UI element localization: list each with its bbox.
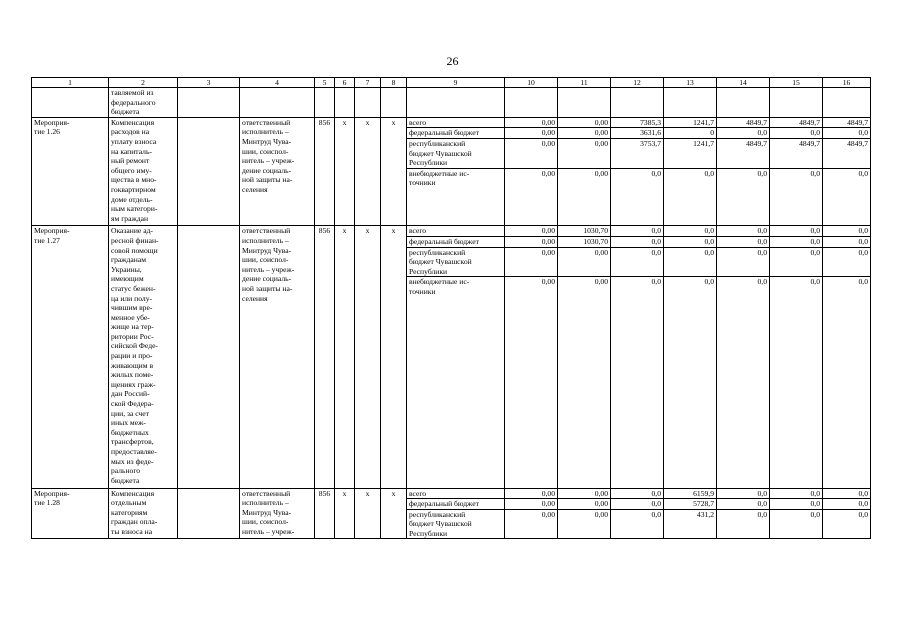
empty-cell <box>178 226 240 488</box>
amount-cell: 0,0 <box>823 226 871 237</box>
amount-cell: 0,0 <box>664 168 717 226</box>
empty-cell <box>335 168 355 226</box>
header-cell: 8 <box>381 78 407 88</box>
cell-line: бюджет Чувашской <box>409 148 472 158</box>
executor-cell <box>240 226 315 488</box>
amount-cell: 0,0 <box>823 499 871 510</box>
amount-cell: 3753,7 <box>611 138 664 168</box>
header-cell: 11 <box>558 78 611 88</box>
cell-line: Республики <box>409 158 448 168</box>
cell-line: всего <box>409 488 427 498</box>
cell-line: точники <box>409 286 436 296</box>
cell-line: Мероприя- <box>34 488 70 498</box>
funding-source <box>407 226 505 237</box>
empty-cell <box>335 247 355 277</box>
amount-cell: 0,00 <box>558 499 611 510</box>
amount-cell: 0,0 <box>770 277 823 488</box>
cell-line: исполнитель – <box>242 235 289 245</box>
program-table <box>31 77 871 539</box>
header-cell: 9 <box>407 78 505 88</box>
amount-cell: 0,0 <box>823 247 871 277</box>
amount-cell: 0,0 <box>611 509 664 539</box>
cell-line: трансфертов, <box>111 437 154 447</box>
continuation-description <box>109 88 178 118</box>
cell-line: федеральный бюджет <box>409 236 479 246</box>
amount-cell: 0,00 <box>505 499 558 510</box>
empty-cell <box>335 138 355 168</box>
empty-cell <box>355 499 381 510</box>
amount-cell: 0,00 <box>505 168 558 226</box>
amount-cell: 0,0 <box>770 226 823 237</box>
amount-cell: 0,00 <box>505 488 558 499</box>
cell-line: Минтруд Чува- <box>242 136 292 146</box>
empty-cell <box>335 509 355 539</box>
cell-line: республиканский <box>409 138 466 148</box>
cell-line: исполнитель – <box>242 498 289 508</box>
funding-source <box>407 168 505 226</box>
amount-cell: 1030,70 <box>558 236 611 247</box>
amount-cell: 0,0 <box>717 168 770 226</box>
amount-cell: 0,0 <box>664 226 717 237</box>
cell-line: бюджета <box>111 475 140 485</box>
section-cell: x <box>355 226 381 237</box>
cell-line: нитель – учреж- <box>242 526 295 536</box>
funding-source <box>407 117 505 128</box>
amount-cell: 0,00 <box>558 277 611 488</box>
amount-cell: 0,0 <box>664 236 717 247</box>
empty-cell <box>355 128 381 139</box>
amount-cell: 0,00 <box>558 247 611 277</box>
cell-line: ным категори- <box>111 204 158 214</box>
amount-cell: 0,0 <box>823 236 871 247</box>
header-cell: 4 <box>240 78 315 88</box>
amount-cell: 0,0 <box>611 488 664 499</box>
empty-cell <box>355 88 381 118</box>
amount-cell: 4849,7 <box>717 138 770 168</box>
section-cell: x <box>355 117 381 128</box>
code-cell: 856 <box>315 117 335 128</box>
amount-cell: 0,00 <box>505 138 558 168</box>
continuation-row <box>32 88 871 118</box>
empty-cell <box>315 247 335 277</box>
cell-line: имеющим <box>111 274 144 284</box>
cell-line: селения <box>242 184 268 194</box>
cell-line: селения <box>242 293 268 303</box>
cell-line: Мероприя- <box>34 117 70 127</box>
empty-cell <box>32 88 109 118</box>
cell-line: Компенсация <box>111 117 155 127</box>
amount-cell: 0,0 <box>611 226 664 237</box>
cell-line: шии, соиспол- <box>242 146 289 156</box>
header-cell: 10 <box>505 78 558 88</box>
header-cell: 5 <box>315 78 335 88</box>
amount-cell: 0,00 <box>558 509 611 539</box>
cell-line: Компенсация <box>111 488 155 498</box>
empty-cell <box>315 509 335 539</box>
funding-source <box>407 277 505 488</box>
header-cell: 14 <box>717 78 770 88</box>
cell-line: бюджета <box>111 107 140 117</box>
funding-source <box>407 138 505 168</box>
cell-line: предоставляе- <box>111 447 157 456</box>
empty-cell <box>178 117 240 226</box>
cell-line: нитель – учреж- <box>242 156 295 166</box>
cell-line: внебюджетные ис- <box>409 168 470 178</box>
empty-cell <box>335 236 355 247</box>
funding-source <box>407 128 505 139</box>
empty-cell <box>335 128 355 139</box>
cell-line: дение социаль- <box>242 165 292 175</box>
cell-line: ной защиты на- <box>242 175 293 185</box>
section-cell: x <box>335 117 355 128</box>
amount-cell: 0,0 <box>770 247 823 277</box>
amount-cell: 0,0 <box>770 509 823 539</box>
measure-description <box>109 488 178 539</box>
cell-line: ритории Рос- <box>111 331 154 341</box>
cell-line: шии, соиспол- <box>242 517 289 527</box>
amount-cell: 1241,7 <box>664 117 717 128</box>
cell-line: шии, соиспол- <box>242 255 289 265</box>
cell-line: всего <box>409 117 427 127</box>
amount-cell: 0,0 <box>823 128 871 139</box>
cell-line: всего <box>409 226 427 236</box>
cell-line: рального <box>111 466 141 476</box>
empty-cell <box>355 138 381 168</box>
cell-line: бюджетных <box>111 427 149 437</box>
cell-line: щества в мно- <box>111 175 157 185</box>
empty-cell <box>355 247 381 277</box>
empty-cell <box>611 88 664 118</box>
amount-cell: 0,00 <box>505 247 558 277</box>
cell-line: расходов на <box>111 127 150 137</box>
cell-line: бюджет Чувашской <box>409 519 472 529</box>
amount-cell: 0,0 <box>770 236 823 247</box>
empty-cell <box>355 509 381 539</box>
funding-source <box>407 509 505 539</box>
empty-cell <box>315 168 335 226</box>
measure-description <box>109 226 178 488</box>
cell-line: тие 1.28 <box>34 498 60 508</box>
cell-line: Республики <box>409 266 448 276</box>
empty-cell <box>240 88 315 118</box>
amount-cell: 0,0 <box>770 168 823 226</box>
header-cell: 2 <box>109 78 178 88</box>
empty-cell <box>381 236 407 247</box>
amount-cell: 0,0 <box>717 499 770 510</box>
empty-cell <box>770 88 823 118</box>
amount-cell: 0,00 <box>558 138 611 168</box>
amount-cell: 0,0 <box>717 236 770 247</box>
section-cell: x <box>335 488 355 499</box>
cell-line: отдельным <box>111 498 147 508</box>
cell-line: Мероприя- <box>34 226 70 236</box>
cell-line: мых из феде- <box>111 456 154 466</box>
cell-line: ресной финан- <box>111 235 159 245</box>
header-cell: 1 <box>32 78 109 88</box>
executor-cell <box>240 488 315 539</box>
cell-line: Минтруд Чува- <box>242 245 292 255</box>
empty-cell <box>315 277 335 488</box>
cell-line: ции, за счет <box>111 408 149 418</box>
cell-line: иных меж- <box>111 418 146 428</box>
cell-line: ца или полу- <box>111 293 153 303</box>
amount-cell: 0,00 <box>558 117 611 128</box>
measure-row <box>32 488 871 499</box>
cell-line: общего иму- <box>111 165 152 175</box>
amount-cell: 0,0 <box>717 128 770 139</box>
amount-cell: 0,0 <box>717 247 770 277</box>
amount-cell: 0,0 <box>823 488 871 499</box>
section-cell: x <box>335 226 355 237</box>
measure-title <box>32 117 109 226</box>
cell-line: гоквартирном <box>111 184 156 194</box>
amount-cell: 0,00 <box>505 117 558 128</box>
amount-cell: 5728,7 <box>664 499 717 510</box>
cell-line: ответственный <box>242 117 291 127</box>
amount-cell: 0,0 <box>664 277 717 488</box>
empty-cell <box>558 88 611 118</box>
cell-line: тие 1.26 <box>34 127 60 137</box>
cell-line: уплату взноса <box>111 136 157 146</box>
empty-cell <box>178 488 240 539</box>
amount-cell: 0,0 <box>717 509 770 539</box>
amount-cell: 431,2 <box>664 509 717 539</box>
cell-line: тавляемой из <box>111 88 154 97</box>
amount-cell: 0,0 <box>611 277 664 488</box>
cell-line: дение социаль- <box>242 274 292 284</box>
amount-cell: 0,00 <box>505 509 558 539</box>
cell-line: дан Россий- <box>111 389 150 399</box>
header-cell: 6 <box>335 78 355 88</box>
amount-cell: 0,0 <box>717 277 770 488</box>
amount-cell: 1030,70 <box>558 226 611 237</box>
amount-cell: 4849,7 <box>823 117 871 128</box>
amount-cell: 7385,3 <box>611 117 664 128</box>
amount-cell: 0,00 <box>558 488 611 499</box>
amount-cell: 0,0 <box>611 236 664 247</box>
measure-row <box>32 226 871 237</box>
header-cell: 12 <box>611 78 664 88</box>
code-cell: 856 <box>315 488 335 499</box>
empty-cell <box>381 277 407 488</box>
amount-cell: 4849,7 <box>717 117 770 128</box>
cell-line: внебюджетные ис- <box>409 277 470 287</box>
empty-cell <box>381 499 407 510</box>
empty-cell <box>315 236 335 247</box>
empty-cell <box>315 88 335 118</box>
cell-line: жище на тер- <box>111 322 154 332</box>
cell-line: точники <box>409 178 436 188</box>
amount-cell: 0,00 <box>505 236 558 247</box>
cell-line: сийской Феде- <box>111 341 158 351</box>
amount-cell: 3631,6 <box>611 128 664 139</box>
amount-cell: 0,00 <box>505 128 558 139</box>
cell-line: ты взноса на <box>111 526 153 536</box>
amount-cell: 0,0 <box>823 277 871 488</box>
cell-line: нитель – учреж- <box>242 264 295 274</box>
empty-cell <box>335 499 355 510</box>
cell-line: граждан опла- <box>111 517 158 527</box>
cell-line: категориям <box>111 507 148 517</box>
empty-cell <box>315 138 335 168</box>
empty-cell <box>355 168 381 226</box>
empty-cell <box>178 88 240 118</box>
empty-cell <box>355 277 381 488</box>
empty-cell <box>335 88 355 118</box>
cell-line: статус бежен- <box>111 283 156 293</box>
cell-line: федеральный бюджет <box>409 499 479 509</box>
amount-cell: 0,0 <box>611 499 664 510</box>
empty-cell <box>407 88 505 118</box>
amount-cell: 0,0 <box>611 168 664 226</box>
amount-cell: 0,0 <box>770 128 823 139</box>
cell-line: исполнитель – <box>242 127 289 137</box>
measure-row <box>32 117 871 128</box>
header-row <box>32 78 871 88</box>
amount-cell: 0,0 <box>770 488 823 499</box>
cell-line: совой помощи <box>111 245 158 255</box>
header-cell: 16 <box>823 78 871 88</box>
header-cell: 15 <box>770 78 823 88</box>
amount-cell: 0,0 <box>611 247 664 277</box>
empty-cell <box>381 247 407 277</box>
amount-cell: 0,0 <box>664 247 717 277</box>
funding-source <box>407 488 505 499</box>
amount-cell: 4849,7 <box>770 117 823 128</box>
empty-cell <box>717 88 770 118</box>
empty-cell <box>355 236 381 247</box>
amount-cell: 6159,9 <box>664 488 717 499</box>
header-cell: 13 <box>664 78 717 88</box>
cell-line: Оказание ад- <box>111 226 153 236</box>
cell-line: ответственный <box>242 488 291 498</box>
amount-cell: 0,0 <box>823 509 871 539</box>
empty-cell <box>381 168 407 226</box>
amount-cell: 0,0 <box>717 488 770 499</box>
funding-source <box>407 236 505 247</box>
cell-line: тие 1.27 <box>34 235 60 245</box>
amount-cell: 4849,7 <box>823 138 871 168</box>
section-cell: x <box>381 117 407 128</box>
amount-cell: 0,00 <box>558 168 611 226</box>
empty-cell <box>315 128 335 139</box>
funding-source <box>407 247 505 277</box>
funding-source <box>407 499 505 510</box>
cell-line: рации и про- <box>111 351 153 361</box>
empty-cell <box>381 138 407 168</box>
cell-line: республиканский <box>409 509 466 519</box>
measure-title <box>32 488 109 539</box>
amount-cell: 0,0 <box>717 226 770 237</box>
cell-line: Украины, <box>111 264 142 274</box>
section-cell: x <box>381 488 407 499</box>
cell-line: гражданам <box>111 255 147 265</box>
cell-line: жилых поме- <box>111 370 154 380</box>
cell-line: ный ремонт <box>111 156 150 166</box>
header-cell: 7 <box>355 78 381 88</box>
section-cell: x <box>355 488 381 499</box>
measure-description <box>109 117 178 226</box>
empty-cell <box>335 277 355 488</box>
cell-line: Республики <box>409 528 448 538</box>
amount-cell: 0,0 <box>770 499 823 510</box>
cell-line: ответственный <box>242 226 291 236</box>
empty-cell <box>381 88 407 118</box>
cell-line: ской Федера- <box>111 399 154 409</box>
cell-line: ной защиты на- <box>242 283 293 293</box>
amount-cell: 0,0 <box>823 168 871 226</box>
empty-cell <box>381 128 407 139</box>
header-cell: 3 <box>178 78 240 88</box>
page-number: 26 <box>446 54 459 68</box>
cell-line: федеральный бюджет <box>409 128 479 138</box>
empty-cell <box>505 88 558 118</box>
cell-line: республиканский <box>409 247 466 257</box>
executor-cell <box>240 117 315 226</box>
empty-cell <box>823 88 871 118</box>
cell-line: менное убе- <box>111 312 150 322</box>
empty-cell <box>315 499 335 510</box>
cell-line: Минтруд Чува- <box>242 507 292 517</box>
amount-cell: 0,00 <box>505 226 558 237</box>
cell-line: доме отдель- <box>111 194 153 204</box>
amount-cell: 4849,7 <box>770 138 823 168</box>
cell-line: на капиталь- <box>111 146 152 156</box>
cell-line: живающим в <box>111 360 154 370</box>
amount-cell: 1241,7 <box>664 138 717 168</box>
cell-line: ям граждан <box>111 213 149 223</box>
empty-cell <box>664 88 717 118</box>
cell-line: щениях граж- <box>111 379 156 389</box>
amount-cell: 0,00 <box>558 128 611 139</box>
measure-title <box>32 226 109 488</box>
section-cell: x <box>381 226 407 237</box>
code-cell: 856 <box>315 226 335 237</box>
empty-cell <box>381 509 407 539</box>
cell-line: бюджет Чувашской <box>409 257 472 267</box>
amount-cell: 0,00 <box>505 277 558 488</box>
cell-line: чившим вре- <box>111 303 153 313</box>
cell-line: федерального <box>111 97 156 107</box>
amount-cell: 0 <box>664 128 717 139</box>
